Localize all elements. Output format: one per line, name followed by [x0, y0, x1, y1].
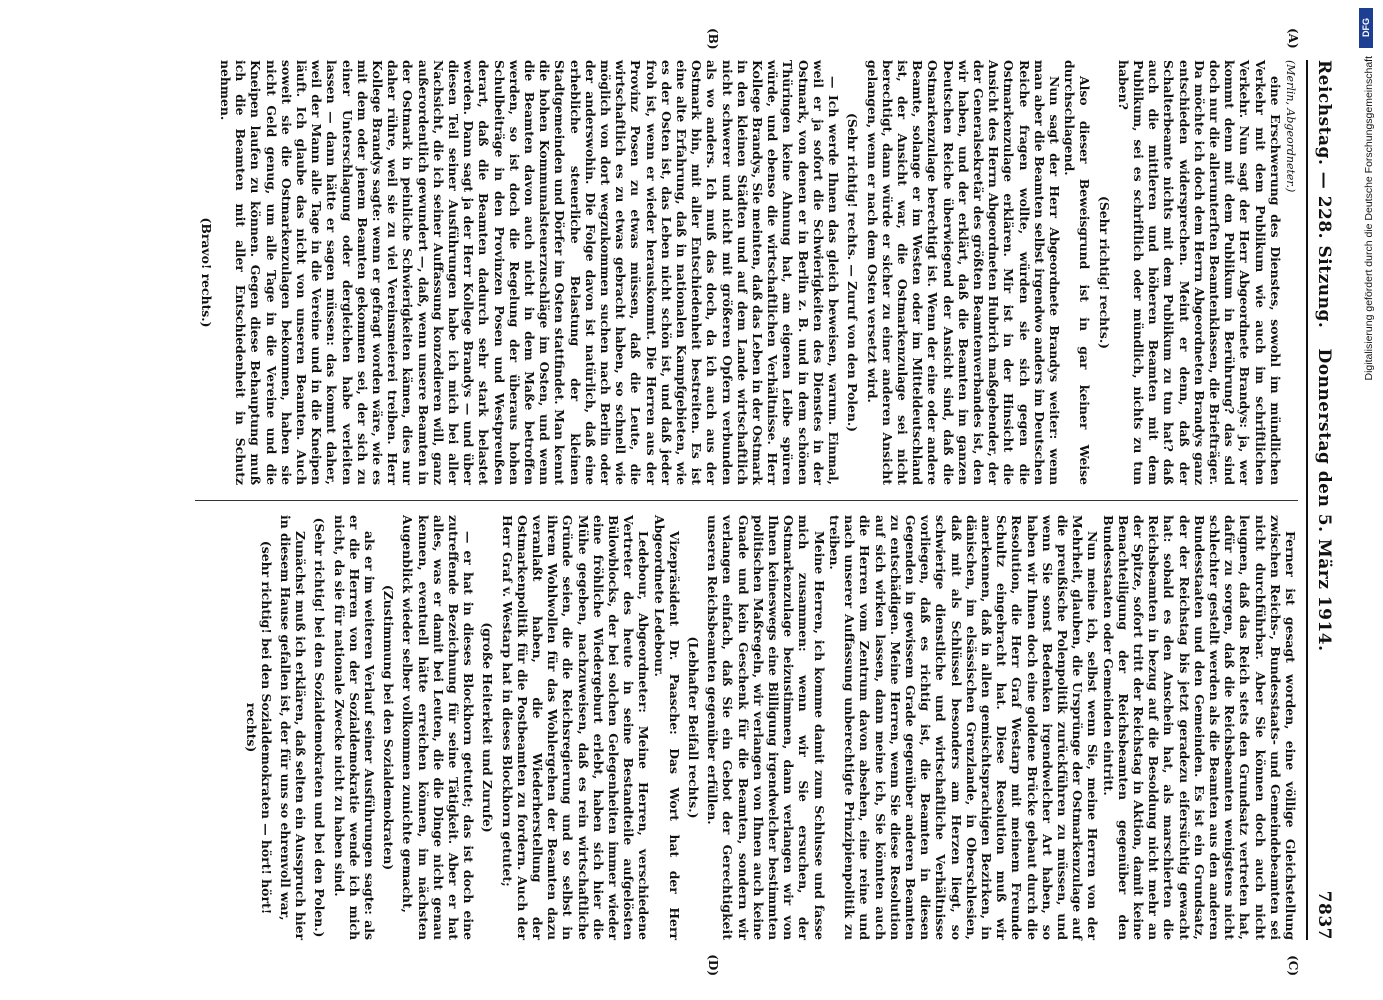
- interjection: (Zustimmung bei den Sozialdemokraten): [381, 584, 397, 871]
- paragraph: Nun sagt der Herr Abgeordnete Brandys weiter: wenn man aber die Beamten selbst irgendwo anders im Deutschen Reiche fragen wollte, würden sie sich gegen die Ostmarkenzulage erklären. Mir ist in der Hinsicht die Ansicht des Herrn Abgeordneten Hubrich maßgebender, der der Generalsekretär des größten Beamtenverbandes ist, den wir haben, und der erklärt, daß die Beamten im ganzen Deutschen Reiche überwiegend der Ansicht sind, daß die Ostmarkenzulage berechtigt ist. Wenn der eine oder andere Beamte, solange er im Westen oder im Mitteldeutschland ist, der Ansicht war, die Ostmarkenzulage sei nicht berechtigt, dann würde er sicher zu einer anderen Ansicht gelangen, wenn er nach dem Osten versetzt wird.: [864, 60, 1062, 485]
- dfg-logo: DFG: [1359, 8, 1373, 48]
- paragraph: Ferner ist gesagt worden, eine völlige Gleichstellung zwischen Reichs-, Bundesstaats- und Gemeindebeamten sei nicht durchführbar. Aber Sie können doch auch nicht leugnen, daß das Reich stets den Grundsatz vertreten hat, dafür zu sorgen, daß die Reichsbeamten wenigstens nicht schlechter gestellt werden als die Beamten aus den anderen Bundesstaaten und den Gemeinden. Es ist ein Grundsatz, der der Reichstag bis jetzt geradezu eifersüchtig gewacht hat: sobald es den Anschein hat, als marschierten die Reichsbeamten in bezug auf die Besoldung nicht mehr an der Spitze, sofort tritt der Reichstag in Aktion, damit keine Benachteiligung der Reichsbeamten gegenüber den Bundesstaaten oder Gemeinden eintritt.: [1100, 515, 1298, 940]
- margin-marker-c: (C): [1286, 955, 1300, 976]
- interjection: (sehr richtig! bei den Sozialdemokraten — hört! hört! rechts): [243, 540, 274, 915]
- right-column: [195, 515, 1298, 940]
- column-divider: [195, 500, 1298, 501]
- interjection: (Lebhafter Beifall rechts.): [686, 636, 702, 819]
- interjection: (Sehr richtig! rechts.): [1096, 195, 1112, 350]
- paragraph: — Ich werde Ihnen das gleich beweisen, warum. Einmal, weil er ja sofort die Schwierigkeiten des Dienstes in der Ostmark, von denen er in Berlin z. B. und in dem schönen Thüringen keine Ahnung hat, am eigenen Leibe spüren würde, und ebenso die wirtschaftlichen Verhältnisse. Herr Kollege Brandys, Sie meinten, daß das Leben in der Ostmark in den kleinen Städten und auf dem Lande wirtschaftlich nicht schwerer und nicht mit größeren Opfern verbunden als wo anders. Ich muß das doch, da ich auch aus der Ostmark bin, mit aller Entschiedenheit bestreiten. Es ist eine alte Erfahrung, daß in nationalen Kampfgebieten, wie es der Osten ist, das Leben nicht schön ist, und daß jeder froh ist, wenn er wieder herauskommt. Die Herren aus der Provinz Posen zu etwas müssen, daß die Leute, die wirtschaftlich es zu etwas gebracht haben, so schnell wie möglich von dort wegzukommen suchen nach Berlin oder der anderswohin. Die Folge davon ist natürlich, daß eine erhebliche steuerliche Belastung der kleinen Stadtgemeinden und Dörfer im Osten stattfindet. Man kennt die hohen Kommunalsteuerzuschläge im Osten, und wenn die Beamten davon auch nicht in dem Maße betroffen werden, so ist doch die Regelung der überaus hohen Schulbeiträge in den Provinzen Posen und Westpreußen derart, daß die Beamten dadurch sehr stark belastet werden. Dann sagt ja der Herr Kollege Brandys — und über diesen Teil seiner Ausführungen habe ich mich bei aller Nachsicht, die ich seiner Auffassung konzedieren will, ganz außerordentlich gewundert —, daß, wenn unsere Beamten in der Ostmark in peinliche Schwierigkeiten kämen, dies nur daher rühre, weil sie zu viel Vereinsmeierei treiben. Herr Kollege Brandys sagte: wenn er gefragt worden wäre, wie es mit dem oder jenem Beamten gekommen sei, der sich zu einer Unterschlagung oder dergleichen habe verleiten lassen — dann hätte er sagen müssen: das kommt daher, weil der Mann alle Tage in die Vereine und in die Kneipen läuft. Ich glaube das nicht von unseren Beamten. Auch soweit sie die Ostmarkenzulagen bekommen, haben sie nicht Geld genug, um alle Tage in die Vereine und die Kneipen laufen zu können. Gegen diese Behauptung muß ich die Beamten mit aller Entschiedenheit in Schutz nehmen.: [217, 60, 842, 485]
- speaker-note: (Merlin, Abgeordneter.): [1284, 60, 1297, 193]
- paragraph: Meine Herren, ich komme damit zum Schlusse und fasse mich zusammen: wenn wir Sie ersuchen, der Ostmarkenzulage beizustimmen, dann verlangen wir von Ihnen keineswegs eine Billigung irgendwelcher bestimmten politischen Maßregeln, wir verlangen von Ihnen auch keine Gnade und kein Geschenk für die Beamten, sondern wir verlangen einfach, daß Sie ein Gebot der Gerechtigkeit unseren Reichsbeamten gegenüber erfüllen.: [705, 515, 827, 940]
- header-center: Donnerstag den 5. März 1914.: [1314, 348, 1334, 652]
- rotated-page: [20, 20, 1360, 980]
- margin-marker-a: (A): [1286, 28, 1300, 49]
- left-column: [195, 60, 1298, 485]
- text-columns: [195, 60, 1298, 940]
- paragraph: Nun meine ich, selbst wenn Sie, meine Herren von der Mehrheit, glauben, die Ursprünge der Ostmarkenzulage auf die preußische Polenpolitik zurückführen zu müssen, und wenn Sie sonst Bedenken irgendwelcher Art haben, so haben wir Ihnen doch eine goldene Brücke gebaut durch die Resolution, die Herr Graf Westarp mit meinem Freunde Schultz eingebracht hat. Diese Resolution muß wir anerkennen, daß in allen gemischtsprachigen Bezirken, in dänischen, im elsässischen Grenzlande, in Oberschlesien, daß mit als Schlüssel besonders am Herzen liegt, so schwierige dienstliche und wirtschaftliche Verhältnisse vorliegen, daß es richtig ist, die Beamten in diesen Gegenden in gewissem Grade gegenüber anderen Beamten zu entschädigen. Meine Herren, wenn Sie diese Resolution auf sich wirken lassen, dann meine ich, Sie könnten auch die Herren vom Zentrum davon absehen, eine reine und nach unserer Auffassung unberechtigte Prinzipienpolitik zu treiben.: [826, 515, 1101, 940]
- paragraph: Ledebour, Abgeordneter: Meine Herren, verschiedene Vertreter des heute in seine Bestandteile aufgelösten Bülowblocks, der bei solchen Gelegenheiten immer wieder eine fröhliche Wiedergeburt erlebt, haben sich hier die Mühe gegeben, nachzuweisen, daß es rein wirtschaftliche Gründe seien, die die Reichsregierung und so selbst in ihrem Wohlwollen für das Wohlergehen der Beamten dazu veranlaßt haben, die Wiederherstellung der Ostmarkenpolitik für die Postbeamten zu fordern. Auch der Herr Graf v. Westarp hat in dieses Blockhorn getutet;: [499, 515, 652, 940]
- paragraph: Zunächst muß ich erklären, daß selten ein Ausspruch hier in diesem Hause gefallen ist, der für uns so ehrenvoll war,: [278, 515, 309, 940]
- paragraph: Vizepräsident Dr. Paasche: Das Wort hat der Herr Abgeordnete Ledebour.: [651, 515, 682, 940]
- paragraph: Also dieser Beweisgrund ist in gar keiner Weise durchschlagend.: [1062, 60, 1093, 485]
- page-number: 7837: [1314, 890, 1334, 940]
- interjection: (große Heiterkeit und Zurufe): [480, 622, 496, 833]
- paragraph: — er hat in dieses Blockhorn getutet; das ist doch eine zutreffende Bezeichnung für seine Tätigkeit. Aber er hat alles, was er damit bei Leuten, die die Dinge nicht genau kennen, eventuell hätte erreichen können, im nächsten Augenblick wieder selber vollkommen zunichte gemacht,: [400, 515, 477, 940]
- interjection: (Bravo! rechts.): [198, 217, 214, 328]
- paragraph: als er im weiteren Verlauf seiner Ausführungen sagte: als er die Herren von der Sozialdemokratie wende ich mich nicht, da sie für nationale Zwecke nicht zu haben sind.: [331, 515, 378, 940]
- digitization-note: Digitalisierung gefördert durch die Deutsche Forschungsgemeinschaft: [1363, 56, 1375, 381]
- interjection: (Sehr richtig! bei den Sozialdemokraten und bei den Polen.): [312, 517, 328, 938]
- interjection: (Sehr richtig! rechts. — Zuruf von den Polen.): [845, 112, 861, 433]
- page-header: [1306, 60, 1338, 940]
- paragraph: eine Erschwerung des Dienstes, sowohl im mündlichen Verkehr mit dem Publikum wie auch im schriftlichen Verkehr. Nun sagt der Herr Abgeordnete Brandys: ja, wer kommt denn mit dem Publikum in Berührung? das sind doch nur die allerunterſten Beamtenklassen, die Briefträger. Da möchte ich doch dem Herrn Abgeordneten Brandys ganz entschieden widersprechen. Meint er denn, daß der Schalterbeamte nichts mit dem Publikum zu tun hat? daß auch die mittleren und höheren Beamten mit dem Publikum, sei es schriftlich oder mündlich, nichts zu tun haben?: [1115, 60, 1283, 485]
- header-left: Reichstag. — 228. Sitzung.: [1314, 60, 1334, 329]
- margin-marker-b: (B): [706, 28, 720, 50]
- margin-marker-d: (D): [706, 954, 720, 976]
